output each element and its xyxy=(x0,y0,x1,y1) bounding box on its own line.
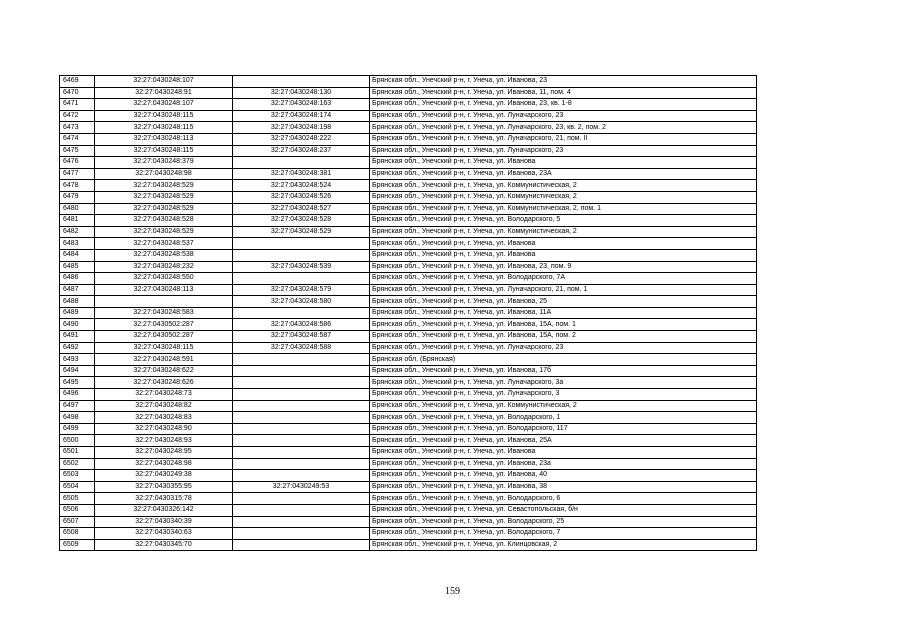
object-cadastral-number-cell: 32:27:0430248:174 xyxy=(233,110,370,122)
cadastral-number-cell: 32:27:0430315:78 xyxy=(95,493,233,505)
object-cadastral-number-cell: 32:27:0430248:381 xyxy=(233,168,370,180)
row-number-cell: 6509 xyxy=(60,539,95,551)
table-row xyxy=(60,342,757,354)
table-row xyxy=(60,389,757,401)
object-cadastral-number-cell: 32:27:0430248:580 xyxy=(233,296,370,308)
table-row xyxy=(60,516,757,528)
object-cadastral-number-cell: 32:27:0430248:587 xyxy=(233,331,370,343)
row-number-cell: 6483 xyxy=(60,238,95,250)
object-cadastral-number-cell xyxy=(233,493,370,505)
table-row xyxy=(60,180,757,192)
object-cadastral-number-cell: 32:27:0430248:526 xyxy=(233,191,370,203)
row-number-cell: 6491 xyxy=(60,331,95,343)
row-number-cell: 6472 xyxy=(60,110,95,122)
table-row xyxy=(60,238,757,250)
row-number-cell: 6502 xyxy=(60,458,95,470)
row-number-cell: 6481 xyxy=(60,215,95,227)
table-row xyxy=(60,331,757,343)
row-number-cell: 6482 xyxy=(60,226,95,238)
table-row xyxy=(60,423,757,435)
cadastral-number-cell: 32:27:0430345:70 xyxy=(95,539,233,551)
cadastral-number-cell: 32:27:0430248:115 xyxy=(95,145,233,157)
object-cadastral-number-cell xyxy=(233,458,370,470)
object-cadastral-number-cell xyxy=(233,504,370,516)
cadastral-number-cell: 32:27:0430248:583 xyxy=(95,307,233,319)
row-number-cell: 6493 xyxy=(60,354,95,366)
cadastral-number-cell: 32:27:0430248:98 xyxy=(95,458,233,470)
object-cadastral-number-cell xyxy=(233,307,370,319)
table-row xyxy=(60,133,757,145)
address-cell: Брянская обл., Унечский р-н, г. Унеча, ул. Иванова, 23А xyxy=(370,168,757,180)
cadastral-number-cell: 32:27:0430248:115 xyxy=(95,110,233,122)
address-cell: Брянская обл., Унечский р-н, г. Унеча, ул. Луначарского, 23 xyxy=(370,145,757,157)
cadastral-number-cell xyxy=(95,296,233,308)
table-row xyxy=(60,354,757,366)
address-cell: Брянская обл., Унечский р-н, г. Унеча, ул. Володарского, 1 xyxy=(370,412,757,424)
address-cell: Брянская обл., Унечский р-н, г. Унеча, ул. Луначарского, 21, пом. 1 xyxy=(370,284,757,296)
row-number-cell: 6490 xyxy=(60,319,95,331)
table-row xyxy=(60,284,757,296)
address-cell: Брянская обл., Унечский р-н, г. Унеча, ул. Коммунистическая, 2 xyxy=(370,191,757,203)
cadastral-number-cell: 32:27:0430248:107 xyxy=(95,76,233,88)
address-cell: Брянская обл., Унечский р-н, г. Унеча, ул. Коммунистическая, 2, пом. 1 xyxy=(370,203,757,215)
address-cell: Брянская обл., Унечский р-н, г. Унеча, ул. Иванова xyxy=(370,238,757,250)
address-cell: Брянская обл., Унечский р-н, г. Унеча, ул. Иванова, 25 xyxy=(370,296,757,308)
object-cadastral-number-cell: 32:27:0430248:579 xyxy=(233,284,370,296)
address-cell: Брянская обл., Унечский р-н, г. Унеча, ул. Иванова, 40 xyxy=(370,470,757,482)
address-cell: Брянская обл., Унечский р-н, г. Унеча, ул. Володарского, 5 xyxy=(370,215,757,227)
object-cadastral-number-cell: 32:27:0430249:53 xyxy=(233,481,370,493)
object-cadastral-number-cell xyxy=(233,528,370,540)
cadastral-number-cell: 32:27:0430248:73 xyxy=(95,389,233,401)
cadastral-number-cell: 32:27:0430249:38 xyxy=(95,470,233,482)
cadastral-number-cell: 32:27:0430248:83 xyxy=(95,412,233,424)
address-cell: Брянская обл., Унечский р-н, г. Унеча, ул. Коммунистическая, 2 xyxy=(370,226,757,238)
cadastral-number-cell: 32:27:0430340:39 xyxy=(95,516,233,528)
object-cadastral-number-cell xyxy=(233,516,370,528)
table-row xyxy=(60,307,757,319)
address-cell: Брянская обл., Унечский р-н, г. Унеча, ул. Луначарского, 3 xyxy=(370,389,757,401)
address-cell: Брянская обл., Унечский р-н, г. Унеча, ул. Иванова, 15А, пом. 1 xyxy=(370,319,757,331)
object-cadastral-number-cell: 32:27:0430248:539 xyxy=(233,261,370,273)
table-row xyxy=(60,365,757,377)
cadastral-number-cell: 32:27:0430326:142 xyxy=(95,504,233,516)
row-number-cell: 6505 xyxy=(60,493,95,505)
table-row xyxy=(60,458,757,470)
address-cell: Брянская обл., Унечский р-н, г. Унеча, ул. Клинцовская, 2 xyxy=(370,539,757,551)
address-cell: Брянская обл., Унечский р-н, г. Унеча, ул. Володарского, 7 xyxy=(370,528,757,540)
row-number-cell: 6485 xyxy=(60,261,95,273)
cadastral-number-cell: 32:27:0430248:591 xyxy=(95,354,233,366)
address-cell: Брянская обл., Унечский р-н, г. Унеча, ул. Луначарского, 23 xyxy=(370,342,757,354)
table-row xyxy=(60,261,757,273)
table-row xyxy=(60,412,757,424)
row-number-cell: 6474 xyxy=(60,133,95,145)
cadastral-number-cell: 32:27:0430502:287 xyxy=(95,331,233,343)
table-row xyxy=(60,168,757,180)
table-row xyxy=(60,377,757,389)
object-cadastral-number-cell: 32:27:0430248:222 xyxy=(233,133,370,145)
table-row xyxy=(60,145,757,157)
address-cell: Брянская обл., Унечский р-н, г. Унеча, ул. Иванова, 38 xyxy=(370,481,757,493)
cadastral-number-cell: 32:27:0430248:93 xyxy=(95,435,233,447)
row-number-cell: 6476 xyxy=(60,157,95,169)
table-row xyxy=(60,226,757,238)
table-row xyxy=(60,122,757,134)
object-cadastral-number-cell xyxy=(233,435,370,447)
cadastral-number-cell: 32:27:0430248:91 xyxy=(95,87,233,99)
cadastral-number-cell: 32:27:0430248:115 xyxy=(95,122,233,134)
row-number-cell: 6471 xyxy=(60,99,95,111)
address-cell: Брянская обл., Унечский р-н, г. Унеча, ул. Иванова, 23а xyxy=(370,458,757,470)
cadastral-number-cell: 32:27:0430502:287 xyxy=(95,319,233,331)
cadastral-number-cell: 32:27:0430248:550 xyxy=(95,273,233,285)
table-row xyxy=(60,249,757,261)
object-cadastral-number-cell xyxy=(233,423,370,435)
cadastral-number-cell: 32:27:0430248:622 xyxy=(95,365,233,377)
row-number-cell: 6478 xyxy=(60,180,95,192)
object-cadastral-number-cell xyxy=(233,365,370,377)
address-cell: Брянская обл., Унечский р-н, г. Унеча, ул. Иванова, 23, пом. 9 xyxy=(370,261,757,273)
address-cell: Брянская обл., Унечский р-н, г. Унеча, ул. Коммунистическая, 2 xyxy=(370,180,757,192)
table-row xyxy=(60,481,757,493)
object-cadastral-number-cell xyxy=(233,157,370,169)
object-cadastral-number-cell: 32:27:0430248:588 xyxy=(233,342,370,354)
row-number-cell: 6488 xyxy=(60,296,95,308)
object-cadastral-number-cell xyxy=(233,412,370,424)
address-cell: Брянская обл., Унечский р-н, г. Унеча, ул. Коммунистическая, 2 xyxy=(370,400,757,412)
cadastral-number-cell: 32:27:0430248:529 xyxy=(95,180,233,192)
row-number-cell: 6475 xyxy=(60,145,95,157)
object-cadastral-number-cell: 32:27:0430248:528 xyxy=(233,215,370,227)
object-cadastral-number-cell: 32:27:0430248:527 xyxy=(233,203,370,215)
table-row xyxy=(60,400,757,412)
row-number-cell: 6489 xyxy=(60,307,95,319)
table-row xyxy=(60,110,757,122)
row-number-cell: 6470 xyxy=(60,87,95,99)
table-row xyxy=(60,203,757,215)
object-cadastral-number-cell xyxy=(233,76,370,88)
address-cell: Брянская обл., Унечский р-н, г. Унеча, ул. Луначарского, 3а xyxy=(370,377,757,389)
address-cell: Брянская обл., Унечский р-н, г. Унеча, ул. Луначарского, 23, кв. 2, пом. 2 xyxy=(370,122,757,134)
object-cadastral-number-cell xyxy=(233,238,370,250)
address-cell: Брянская обл., Унечский р-н, г. Унеча, ул. Володарского, 25 xyxy=(370,516,757,528)
object-cadastral-number-cell xyxy=(233,470,370,482)
table-row xyxy=(60,528,757,540)
table-row xyxy=(60,273,757,285)
object-cadastral-number-cell: 32:27:0430248:163 xyxy=(233,99,370,111)
table-row xyxy=(60,319,757,331)
page-number: 159 xyxy=(445,586,460,597)
row-number-cell: 6500 xyxy=(60,435,95,447)
cadastral-number-cell: 32:27:0430248:528 xyxy=(95,215,233,227)
cadastral-number-cell: 32:27:0430248:107 xyxy=(95,99,233,111)
cadastral-number-cell: 32:27:0430248:113 xyxy=(95,284,233,296)
address-cell: Брянская обл., Унечский р-н, г. Унеча, ул. Иванова xyxy=(370,447,757,459)
row-number-cell: 6494 xyxy=(60,365,95,377)
address-cell: Брянская обл., Унечский р-н, г. Унеча, ул. Севастопольская, б/н xyxy=(370,504,757,516)
address-cell: Брянская обл., Унечский р-н, г. Унеча, ул. Иванова xyxy=(370,157,757,169)
object-cadastral-number-cell xyxy=(233,447,370,459)
cadastral-number-cell: 32:27:0430248:113 xyxy=(95,133,233,145)
cadastral-number-cell: 32:27:0430248:626 xyxy=(95,377,233,389)
table-row xyxy=(60,157,757,169)
row-number-cell: 6508 xyxy=(60,528,95,540)
object-cadastral-number-cell: 32:27:0430248:529 xyxy=(233,226,370,238)
cadastral-number-cell: 32:27:0430248:82 xyxy=(95,400,233,412)
table-row xyxy=(60,539,757,551)
cadastral-number-cell: 32:27:0430248:232 xyxy=(95,261,233,273)
object-cadastral-number-cell xyxy=(233,389,370,401)
object-cadastral-number-cell: 32:27:0430248:237 xyxy=(233,145,370,157)
row-number-cell: 6477 xyxy=(60,168,95,180)
row-number-cell: 6479 xyxy=(60,191,95,203)
cadastral-number-cell: 32:27:0430248:538 xyxy=(95,249,233,261)
object-cadastral-number-cell xyxy=(233,249,370,261)
row-number-cell: 6492 xyxy=(60,342,95,354)
object-cadastral-number-cell: 32:27:0430248:586 xyxy=(233,319,370,331)
row-number-cell: 6496 xyxy=(60,389,95,401)
address-cell: Брянская обл., Унечский р-н, г. Унеча, ул. Иванова, 17б xyxy=(370,365,757,377)
cadastral-number-cell: 32:27:0430248:115 xyxy=(95,342,233,354)
registry-table xyxy=(59,75,757,551)
row-number-cell: 6504 xyxy=(60,481,95,493)
address-cell: Брянская обл., Унечский р-н, г. Унеча, ул. Иванова, 25А xyxy=(370,435,757,447)
cadastral-number-cell: 32:27:0430340:63 xyxy=(95,528,233,540)
row-number-cell: 6507 xyxy=(60,516,95,528)
registry-table-body xyxy=(60,76,757,551)
row-number-cell: 6486 xyxy=(60,273,95,285)
address-cell: Брянская обл., Унечский р-н, г. Унеча, ул. Луначарского, 23 xyxy=(370,110,757,122)
object-cadastral-number-cell: 32:27:0430248:130 xyxy=(233,87,370,99)
table-row xyxy=(60,504,757,516)
address-cell: Брянская обл., Унечский р-н, г. Унеча, ул. Володарского, 7А xyxy=(370,273,757,285)
row-number-cell: 6469 xyxy=(60,76,95,88)
object-cadastral-number-cell xyxy=(233,400,370,412)
address-cell: Брянская обл., Унечский р-н, г. Унеча, ул. Иванова, 15А, пом. 2 xyxy=(370,331,757,343)
row-number-cell: 6480 xyxy=(60,203,95,215)
address-cell: Брянская обл., Унечский р-н, г. Унеча, ул. Иванова, 11А xyxy=(370,307,757,319)
row-number-cell: 6484 xyxy=(60,249,95,261)
cadastral-number-cell: 32:27:0430248:90 xyxy=(95,423,233,435)
row-number-cell: 6503 xyxy=(60,470,95,482)
table-row xyxy=(60,435,757,447)
cadastral-number-cell: 32:27:0430248:537 xyxy=(95,238,233,250)
cadastral-number-cell: 32:27:0430355:95 xyxy=(95,481,233,493)
row-number-cell: 6506 xyxy=(60,504,95,516)
row-number-cell: 6487 xyxy=(60,284,95,296)
table-row xyxy=(60,296,757,308)
row-number-cell: 6498 xyxy=(60,412,95,424)
cadastral-number-cell: 32:27:0430248:95 xyxy=(95,447,233,459)
address-cell: Брянская обл., Унечский р-н, г. Унеча, ул. Володарского, 6 xyxy=(370,493,757,505)
row-number-cell: 6495 xyxy=(60,377,95,389)
object-cadastral-number-cell: 32:27:0430248:198 xyxy=(233,122,370,134)
cadastral-number-cell: 32:27:0430248:529 xyxy=(95,226,233,238)
address-cell: Брянская обл., Унечский р-н, г. Унеча, ул. Иванова, 11, пом. 4 xyxy=(370,87,757,99)
object-cadastral-number-cell: 32:27:0430248:524 xyxy=(233,180,370,192)
cadastral-number-cell: 32:27:0430248:98 xyxy=(95,168,233,180)
table-row xyxy=(60,215,757,227)
table-row xyxy=(60,447,757,459)
address-cell: Брянская обл. (Брянская) xyxy=(370,354,757,366)
address-cell: Брянская обл., Унечский р-н, г. Унеча, ул. Володарского, 117 xyxy=(370,423,757,435)
row-number-cell: 6499 xyxy=(60,423,95,435)
cadastral-number-cell: 32:27:0430248:529 xyxy=(95,191,233,203)
table-row xyxy=(60,493,757,505)
address-cell: Брянская обл., Унечский р-н, г. Унеча, ул. Иванова xyxy=(370,249,757,261)
object-cadastral-number-cell xyxy=(233,539,370,551)
cadastral-number-cell: 32:27:0430248:529 xyxy=(95,203,233,215)
object-cadastral-number-cell xyxy=(233,273,370,285)
table-row xyxy=(60,470,757,482)
address-cell: Брянская обл., Унечский р-н, г. Унеча, ул. Иванова, 23, кв. 1-8 xyxy=(370,99,757,111)
address-cell: Брянская обл., Унечский р-н, г. Унеча, ул. Луначарского, 21, пом. II xyxy=(370,133,757,145)
table-row xyxy=(60,99,757,111)
row-number-cell: 6473 xyxy=(60,122,95,134)
row-number-cell: 6497 xyxy=(60,400,95,412)
object-cadastral-number-cell xyxy=(233,377,370,389)
table-row xyxy=(60,76,757,88)
cadastral-number-cell: 32:27:0430248:379 xyxy=(95,157,233,169)
row-number-cell: 6501 xyxy=(60,447,95,459)
table-row xyxy=(60,191,757,203)
table-row xyxy=(60,87,757,99)
object-cadastral-number-cell xyxy=(233,354,370,366)
address-cell: Брянская обл., Унечский р-н, г. Унеча, ул. Иванова, 23 xyxy=(370,76,757,88)
